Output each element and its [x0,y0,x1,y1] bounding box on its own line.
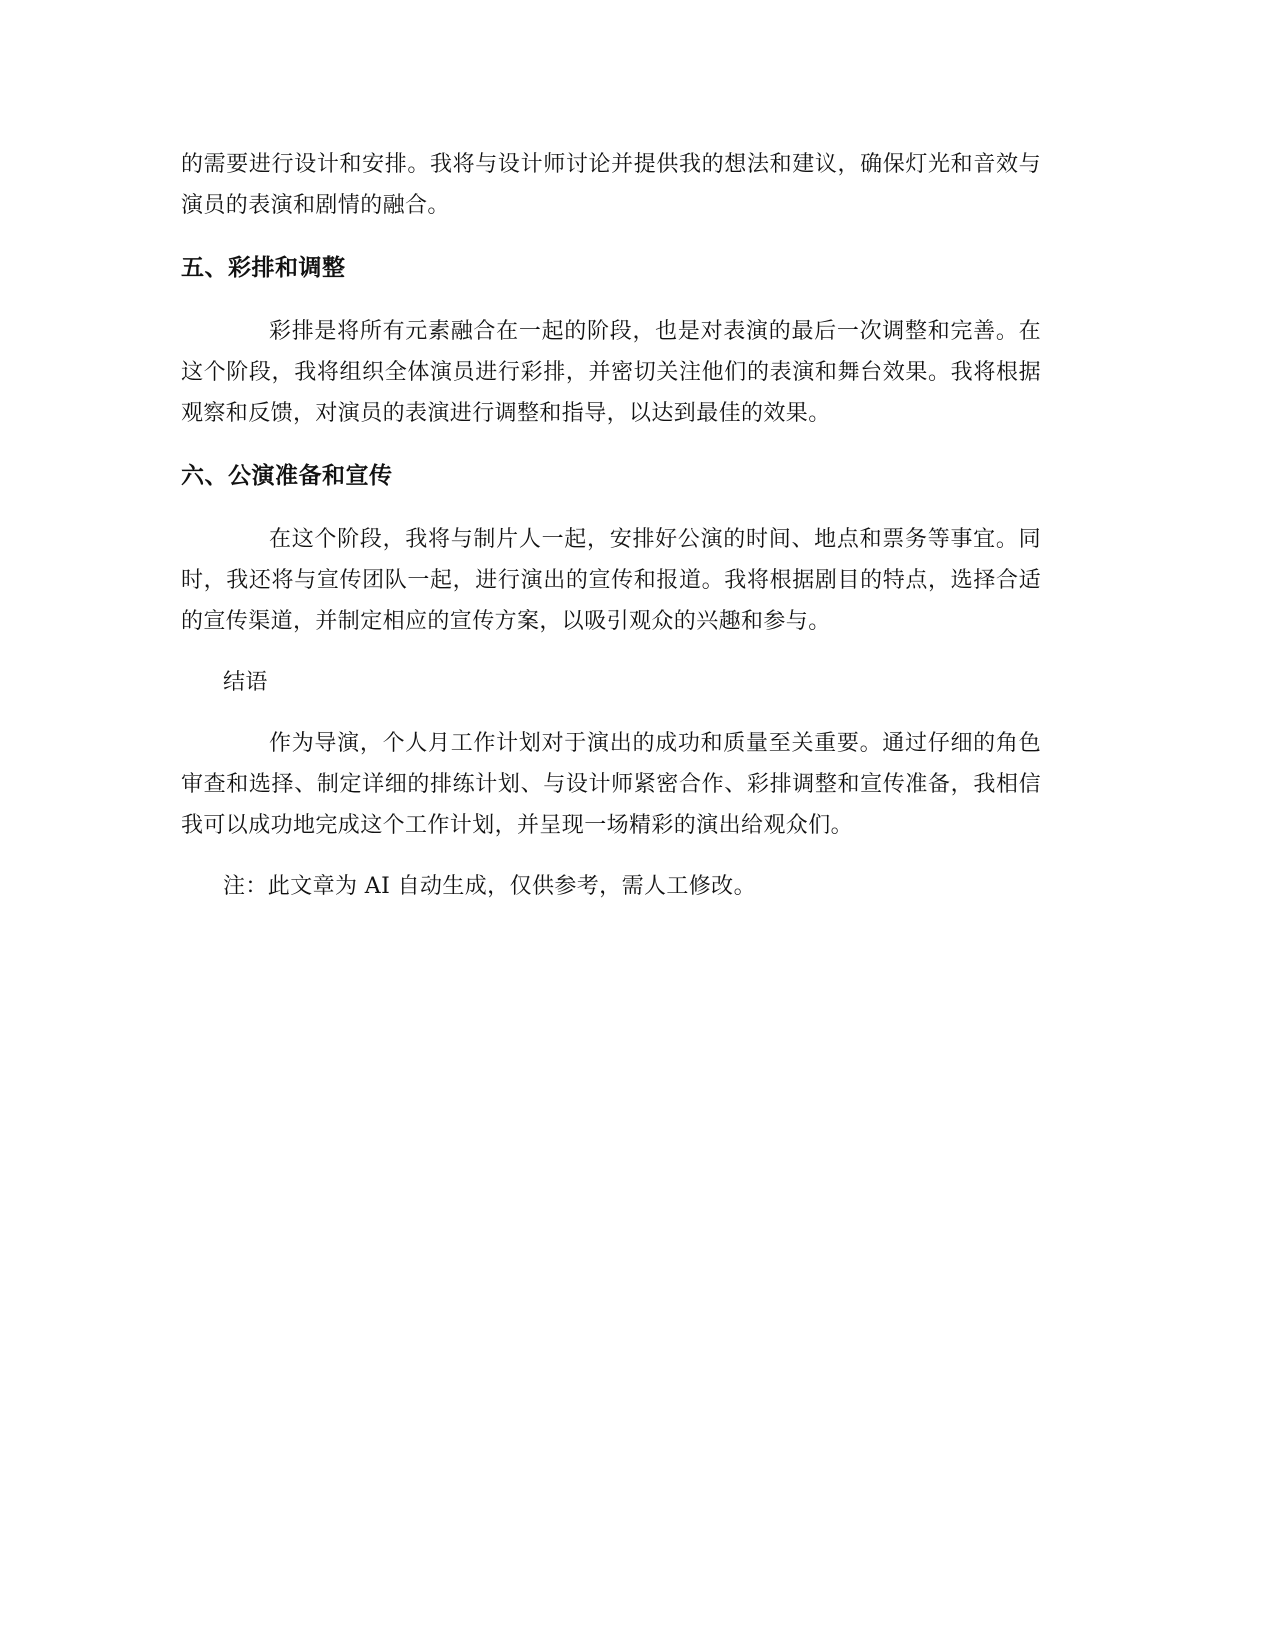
section-6-heading: 六、公演准备和宣传 [181,463,393,489]
conclusion-paragraph: 作为导演，个人月工作计划对于演出的成功和质量至关重要。通过仔细的角色审查和选择、制定详细的排练计划、与设计师紧密合作、彩排调整和宣传准备，我相信我可以成功地完成这个工作计划，并呈现一场精彩的演出给观众们。 [181,731,1041,838]
section-5-heading: 五、彩排和调整 [181,255,346,281]
ai-generated-note: 注：此文章为 AI 自动生成，仅供参考，需人工修改。 [223,874,756,899]
continuation-paragraph: 的需要进行设计和安排。我将与设计师讨论并提供我的想法和建议，确保灯光和音效与演员的表演和剧情的融合。 [181,152,1041,218]
document-body [181,144,1041,907]
conclusion-label: 结语 [223,670,268,695]
section-6-paragraph: 在这个阶段，我将与制片人一起，安排好公演的时间、地点和票务等事宜。同时，我还将与宣传团队一起，进行演出的宣传和报道。我将根据剧目的特点，选择合适的宣传渠道，并制定相应的宣传方案，以吸引观众的兴趣和参与。 [181,527,1041,634]
section-5-paragraph: 彩排是将所有元素融合在一起的阶段，也是对表演的最后一次调整和完善。在这个阶段，我将组织全体演员进行彩排，并密切关注他们的表演和舞台效果。我将根据观察和反馈，对演员的表演进行调整和指导，以达到最佳的效果。 [181,319,1041,426]
